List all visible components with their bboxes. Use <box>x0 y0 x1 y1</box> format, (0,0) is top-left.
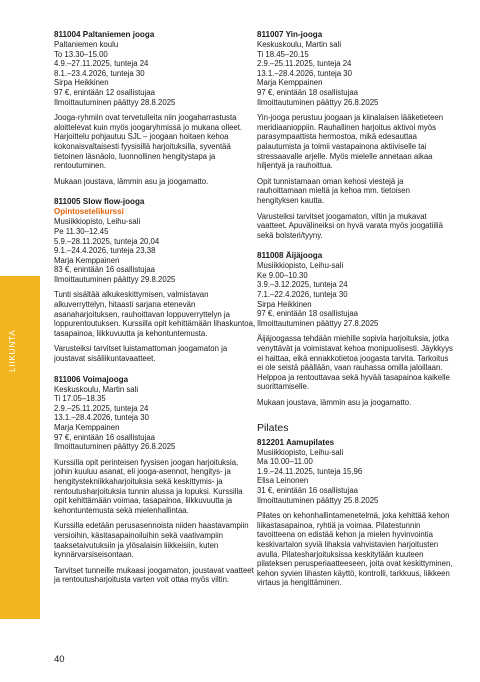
course-description: Kurssilla edetään perusasennoista niiden haastavampiin versioihin, käsitasapainoiluihin sekä vaativampiin taaksetaivutuksiin ja ylösalaisin liikkeisiin, kuten kynnärvarsiseisontaan. <box>54 521 249 560</box>
course-description: Varusteiksi tarvitset luistamattoman joogamaton ja joustavat sisäliikuntavaatteet. <box>54 344 228 364</box>
course-info-line: 13.1.–28.4.2026, tunteja 30 <box>54 413 149 423</box>
course-description: Mukaan joustava, lämmin asu ja joogamatto. <box>257 398 412 407</box>
course-info-line: To 13.30–15.00 <box>54 49 108 59</box>
course-info-line: Ilmoittautuminen päättyy 26.8.2025 <box>257 97 379 107</box>
course-info-line: Elisa Leinonen <box>257 476 309 486</box>
course-info-line: 1.9.–24.11.2025, tunteja 15,96 <box>257 466 363 476</box>
course-info-line: 2.9.–25.11.2025, tunteja 24 <box>257 59 352 69</box>
course-description: Pilates on kehonhallintamenetelmä, joka kehittää kehon liikastasapainoa, ryhtiä ja voimaa. Pilatestunnin tavoitteena on edistää kehon ja mielen hyvinvointia keskivartalon syviä lihaksia vahvistavien harjoitusten avulla. Pilatesharjoituksissa keskitytään kuuteen pilateksen perusperiaatteeseen, joita ovat keskittyminen, kehon syvien lihasten käyttö, kontrolli, tarkkuus, liikkeen virtaus ja hengittäminen. <box>257 511 453 588</box>
course-entry <box>257 251 453 407</box>
course-info-line: 97 €, enintään 18 osallistujaa <box>257 87 359 97</box>
course-info-line: Paltaniemen koulu <box>54 40 119 49</box>
course-entry <box>54 30 256 186</box>
course-info-line: 7.1.–22.4.2026, tunteja 30 <box>257 290 348 300</box>
course-info-line: 4.9.–27.11.2025, tunteja 24 <box>54 59 149 69</box>
right-column <box>257 30 453 595</box>
course-description: Äijäjoogassa tehdään miehille sopivia harjoituksia, jotka venyttävät ja voimistavat kehoa monipuolisesti. Jäykkyys ei haittaa, eikä ennakkotietoa joogasta tarvita. Tarkoitus ei ole seistä päällään, vaan rauhassa omilla jaloillaan. Helppoa ja rentouttavaa sekä hyvää tasapainoa kaikelle suorittamiselle. <box>257 334 453 392</box>
course-info-line: Musiikkiopisto, Leihu-sali <box>257 447 344 457</box>
course-title: 812201 Aamupilates <box>257 437 335 447</box>
course-info-line: Musiikkiopisto, Leihu-sali <box>257 261 344 271</box>
course-info-line: Marja Kemppainen <box>257 78 323 88</box>
course-info-line: Keskuskoulu, Martin sali <box>54 384 139 394</box>
course-info-line: 97 €, enintään 12 osallistujaa <box>54 87 156 97</box>
section-color-bar <box>0 276 40 619</box>
course-info-line: 3.9.–3.12.2025, tunteja 24 <box>257 280 348 290</box>
course-info-line: Ilmoittautuminen päättyy 28.8.2025 <box>54 97 176 107</box>
course-info-line: Ilmoittautuminen päättyy 29.8.2025 <box>54 274 176 284</box>
course-info-line: 8.1.–23.4.2026, tunteja 30 <box>54 68 145 78</box>
course-info-line: Ti 18.45–20.15 <box>257 49 309 59</box>
course-description: Tarvitset tunneille mukaasi joogamaton, joustavat vaatteet ja rentoutusharjoitusta varten voit ottaa myös viltin. <box>54 565 254 585</box>
course-info-line: Ilmoittautuminen päättyy 25.8.2025 <box>257 495 379 505</box>
course-title: 811006 Voimajooga <box>54 374 129 384</box>
course-info-line: Pe 11.30–12.45 <box>54 226 109 236</box>
course-description: Varusteiksi tarvitset joogamaton, viltin ja mukavat vaatteet. Apuvälineiksi on hyvä varata myös joogatiiliä sekä bolsteri/tyyny. <box>257 211 443 240</box>
left-column <box>54 30 256 592</box>
course-info-line: Ilmoittautuminen päättyy 27.8.2025 <box>257 318 379 328</box>
course-info-line: Sirpa Heikkinen <box>54 78 109 88</box>
course-info-line: Marja Kemppainen <box>54 423 120 432</box>
course-info-line: 97 €, enintään 18 osallistujaa <box>257 309 359 319</box>
course-info-line: Marja Kemppainen <box>54 255 120 265</box>
course-title: 811004 Paltaniemen jooga <box>54 30 155 39</box>
course-info-line: Ma 10.00–11.00 <box>257 457 313 467</box>
course-info-line: 9.1.–24.4.2026, tunteja 23,38 <box>54 246 156 256</box>
course-entry <box>54 375 256 585</box>
course-title: 811008 Äijäjooga <box>257 251 323 261</box>
course-info-line: 97 €, enintään 16 osallistujaa <box>54 432 156 442</box>
course-description: Tunti sisältää alkukeskittymisen, valmistavan alkuverryttelyn, hitaasti sarjana etenevän asanaharjoituksen, rauhoittavan loppuverryttelyn ja loppurentoutuksen. Kurssilla opit kehittämään lihaskuntoa, tasapainoa, liikkuvuutta ja kehontuntemusta. <box>54 290 256 338</box>
course-description: Jooga-ryhmiin ovat tervetulleita niin joogaharrastusta aloittelevat kuin myös joogaryhmissä jo mukana olleet. Harjoittelu pohjautuu SJL – joogaan hoitaen kehoa kokonaisvaltaisesti fyysisillä harjoituksilla, syventää tietoinen läsnäolo, luonnollinen hengitystapa ja rentoutuminen. <box>54 113 243 171</box>
course-info-line: Ke 9.00–10.30 <box>257 270 308 280</box>
course-description: Kurssilla opit perinteisen fyysisen joogan harjoituksia, joihin kuuluu asanat, eli jooga-asennot, hengitys- ja hengitystekniikkaharjoituksia sekä keskittymis- ja rentoutusharjoituksia tunnin alussa ja lopuksi. Kurssilla opit kehittämään voimaa, tasapainoa, liikkuvuutta ja kehontuntemusta sekä mielenhallintaa. <box>54 457 243 515</box>
course-info-line: Ti 17.05–18.35 <box>54 394 106 404</box>
course-title: 811005 Slow flow-jooga <box>54 197 145 207</box>
course-title: 811007 Yin-jooga <box>257 30 323 39</box>
course-info-line: Ilmoittautuminen päättyy 26.8.2025 <box>54 442 176 452</box>
course-info-line: 13.1.–28.4.2026, tunteja 30 <box>257 68 352 78</box>
section-label: LIIKUNTA <box>7 329 17 372</box>
course-description: Opit tunnistamaan oman kehosi viestejä ja rauhoittamaan mieltä ja kehoa mm. tietoisen hengityksen kautta. <box>257 176 410 205</box>
course-info-line: Keskuskoulu, Martin sali <box>257 40 342 49</box>
section-heading: Pilates <box>257 421 289 434</box>
course-info-line: 5.9.–28.11.2025, tunteja 20,04 <box>54 236 160 246</box>
course-description: Mukaan joustava, lämmin asu ja joogamatto. <box>54 176 209 186</box>
course-entry <box>257 30 453 240</box>
page-number: 40 <box>54 654 65 665</box>
course-info-line: Musiikkiopisto, Leihu-sali <box>54 217 141 227</box>
course-entry <box>257 438 453 588</box>
course-info-line: 31 €, enintään 16 osallistujaa <box>257 485 359 495</box>
course-info-line: 83 €, enintään 16 osallistujaa <box>54 265 156 275</box>
course-tag: Opintosetelikurssi <box>54 207 124 217</box>
course-info-line: Sirpa Heikkinen <box>257 299 312 309</box>
course-info-line: 2.9.–25.11.2025, tunteja 24 <box>54 403 149 413</box>
course-entry <box>54 197 256 363</box>
course-description: Yin-jooga perustuu joogaan ja kiinalaisen lääketieteen meridiaanioppiin. Rauhallinen harjoitus aktivoi myös parasympaattista hermostoa, mikä edesauttaa palautumista ja toimii vastapainona aktiiviselle tai stressaavalle arjelle. Myös mielelle annetaan aikaa hiljentyä ja rauhoittua. <box>257 113 444 171</box>
